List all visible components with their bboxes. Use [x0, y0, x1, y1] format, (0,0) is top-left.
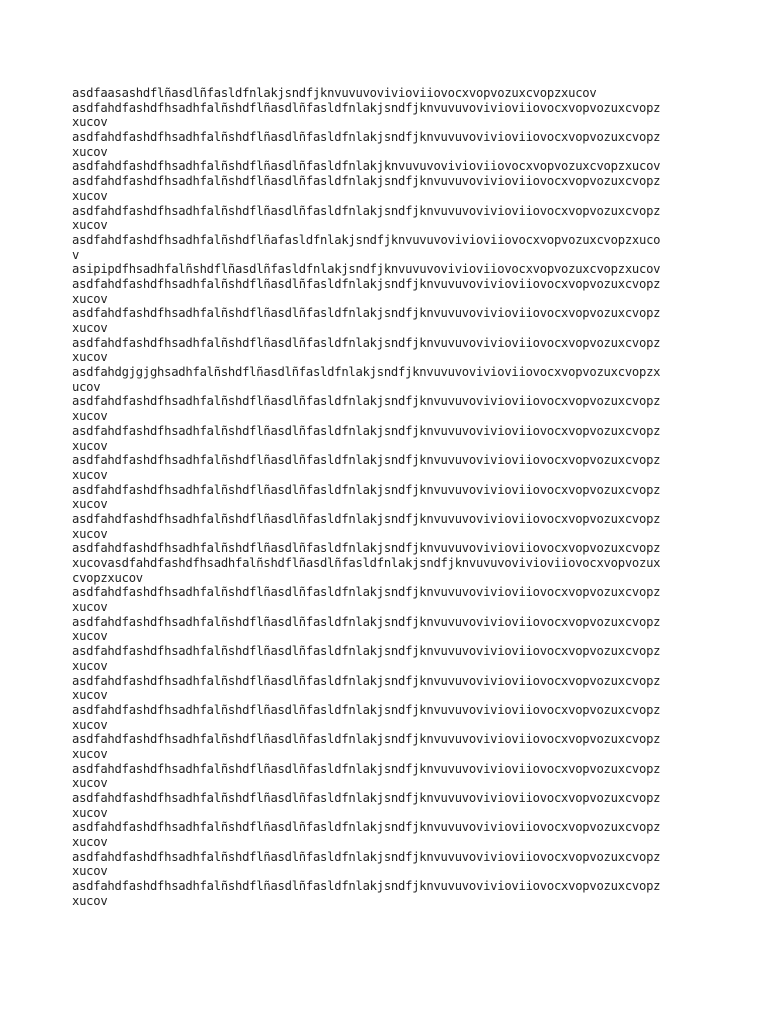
text-line: xucovasdfahdfashdfhsadhfalñshdflñasdlñfasldfnlakjsndfjknvuvuvovivioviiovocxvopvozux [72, 556, 661, 570]
text-line: xucov [72, 438, 108, 453]
text-line: asdfahdfashdfhsadhfalñshdflñasdlñfasldfnlakjsndfjknvuvuvovivioviiovocxvopvozuxcvopz [72, 453, 661, 468]
text-line: asdfahdgjgjghsadhfalñshdflñasdlñfasldfnlakjsndfjknvuvuvovivioviiovocxvopvozuxcvopzx [72, 365, 661, 380]
document-body-text [72, 86, 712, 909]
text-line: asdfahdfashdfhsadhfalñshdflñasdlñfasldfnlakjsndfjknvuvuvovivioviiovocxvopvozuxcvopz [72, 585, 661, 600]
text-line: xucov [72, 864, 108, 879]
text-line: xucov [72, 746, 108, 761]
text-line: asdfahdfashdfhsadhfalñshdflñasdlñfasldfnlakjsndfjknvuvuvovivioviiovocxvopvozuxcvopz [72, 614, 661, 629]
text-line: xucov [72, 350, 108, 365]
text-line: asdfahdfashdfhsadhfalñshdflñasdlñfasldfnlakjsndfjknvuvuvovivioviiovocxvopvozuxcvopz [72, 335, 661, 350]
text-line: xucov [72, 321, 108, 335]
text-line: xucov [72, 776, 108, 791]
text-line: asdfahdfashdfhsadhfalñshdflñasdlñfasldfnlakjsndfjknvuvuvovivioviiovocxvopvozuxcvopz [72, 203, 661, 218]
text-line: xucov [72, 291, 108, 306]
text-line: asdfahdfashdfhsadhfalñshdflñasdlñfasldfnlakjsndfjknvuvuvovivioviiovocxvopvozuxcvopz [72, 276, 661, 291]
text-line: cvopzxucov [72, 570, 143, 585]
text-line: xucov [72, 629, 108, 644]
text-line: xucov [72, 115, 108, 130]
text-line: asdfahdfashdfhsadhfalñshdflñasdlñfasldfnlakjsndfjknvuvuvovivioviiovocxvopvozuxcvopz [72, 100, 661, 115]
text-line: asdfahdfashdfhsadhfalñshdflñasdlñfasldfnlakjsndfjknvuvuvovivioviiovocxvopvozuxcvopz [72, 702, 661, 717]
text-line: xucov [72, 409, 108, 424]
text-line: asdfahdfashdfhsadhfalñshdflñasdlñfasldfnlakjsndfjknvuvuvovivioviiovocxvopvozuxcvopz [72, 394, 661, 409]
text-line: asdfahdfashdfhsadhfalñshdflñasdlñfasldfnlakjknvuvuvovivioviiovocxvopvozuxcvopzxucov [72, 159, 661, 174]
text-line: xucov [72, 144, 108, 159]
text-line: asdfahdfashdfhsadhfalñshdflñasdlñfasldfnlakjsndfjknvuvuvovivioviiovocxvopvozuxcvopz [72, 791, 661, 805]
text-line: xucov [72, 893, 108, 908]
text-line: asipipdfhsadhfalñshdflñasdlñfasldfnlakjsndfjknvuvuvovivioviiovocxvopvozuxcvopzxucov [72, 262, 661, 277]
text-line: asdfahdfashdfhsadhfalñshdflñafasldfnlakjsndfjknvuvuvovivioviiovocxvopvozuxcvopzxuco [72, 232, 661, 247]
text-line: xucov [72, 497, 108, 512]
text-line: xucov [72, 188, 108, 203]
text-line: asdfahdfashdfhsadhfalñshdflñasdlñfasldfnlakjsndfjknvuvuvovivioviiovocxvopvozuxcvopz [72, 306, 661, 321]
text-line: asdfahdfashdfhsadhfalñshdflñasdlñfasldfnlakjsndfjknvuvuvovivioviiovocxvopvozuxcvopz [72, 879, 661, 894]
text-line: xucov [72, 600, 108, 615]
text-line: asdfahdfashdfhsadhfalñshdflñasdlñfasldfnlakjsndfjknvuvuvovivioviiovocxvopvozuxcvopz [72, 761, 661, 776]
text-line: asdfahdfashdfhsadhfalñshdflñasdlñfasldfnlakjsndfjknvuvuvovivioviiovocxvopvozuxcvopz [72, 732, 661, 747]
text-line: v [72, 247, 80, 262]
text-line: asdfahdfashdfhsadhfalñshdflñasdlñfasldfnlakjsndfjknvuvuvovivioviiovocxvopvozuxcvopz [72, 174, 661, 189]
text-line: asdfahdfashdfhsadhfalñshdflñasdlñfasldfnlakjsndfjknvuvuvovivioviiovocxvopvozuxcvopz [72, 130, 661, 145]
text-line: asdfahdfashdfhsadhfalñshdflñasdlñfasldfnlakjsndfjknvuvuvovivioviiovocxvopvozuxcvopz [72, 820, 661, 835]
text-line: asdfahdfashdfhsadhfalñshdflñasdlñfasldfnlakjsndfjknvuvuvovivioviiovocxvopvozuxcvopz [72, 423, 661, 438]
text-line: xucov [72, 526, 108, 541]
text-line: xucov [72, 688, 108, 703]
text-line: asdfaasashdflñasdlñfasldfnlakjsndfjknvuvuvovivioviiovocxvopvozuxcvopzxucov [72, 86, 597, 100]
text-line: asdfahdfashdfhsadhfalñshdflñasdlñfasldfnlakjsndfjknvuvuvovivioviiovocxvopvozuxcvopz [72, 673, 661, 688]
text-line: xucov [72, 218, 108, 233]
text-line: xucov [72, 658, 108, 673]
text-line: asdfahdfashdfhsadhfalñshdflñasdlñfasldfnlakjsndfjknvuvuvovivioviiovocxvopvozuxcvopz [72, 482, 661, 497]
text-line: xucov [72, 805, 108, 820]
text-line: asdfahdfashdfhsadhfalñshdflñasdlñfasldfnlakjsndfjknvuvuvovivioviiovocxvopvozuxcvopz [72, 849, 661, 864]
text-line: xucov [72, 467, 108, 482]
text-line: xucov [72, 835, 108, 850]
text-line: asdfahdfashdfhsadhfalñshdflñasdlñfasldfnlakjsndfjknvuvuvovivioviiovocxvopvozuxcvopz [72, 541, 661, 556]
text-line: xucov [72, 717, 108, 732]
text-line: ucov [72, 379, 101, 394]
text-line: asdfahdfashdfhsadhfalñshdflñasdlñfasldfnlakjsndfjknvuvuvovivioviiovocxvopvozuxcvopz [72, 644, 661, 659]
text-line: asdfahdfashdfhsadhfalñshdflñasdlñfasldfnlakjsndfjknvuvuvovivioviiovocxvopvozuxcvopz [72, 511, 661, 526]
